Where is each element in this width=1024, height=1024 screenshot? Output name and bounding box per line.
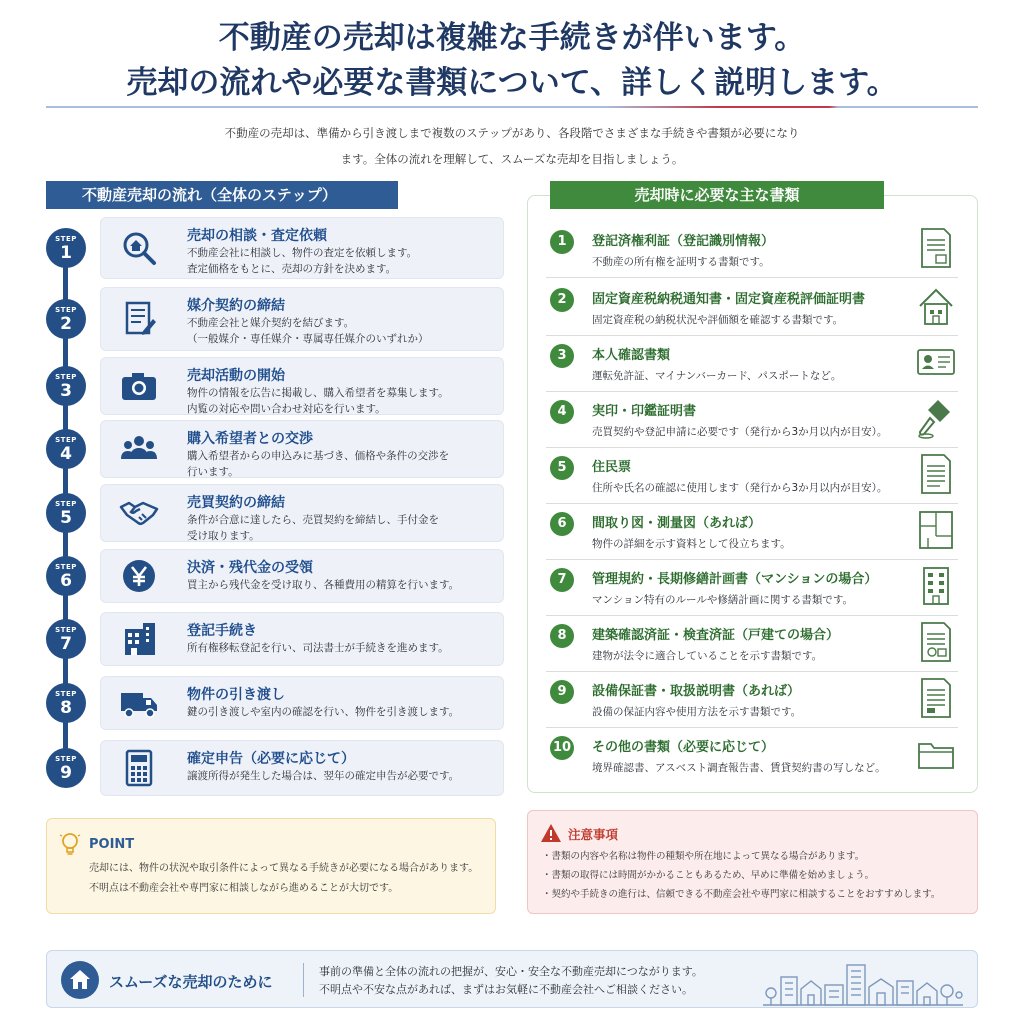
- footer-banner: [46, 950, 978, 1008]
- id-card-icon: [916, 340, 956, 384]
- document-number: 5: [550, 456, 574, 480]
- step-badge: [46, 299, 86, 339]
- document-title: 住民票: [592, 460, 632, 475]
- document-title: 固定資産税納税通知書・固定資産税評価証明書: [592, 292, 866, 307]
- step-description: 不動産会社に相談し、物件の査定を依頼します。 査定価格をもとに、売却の方針を決めます。: [187, 247, 418, 275]
- seal-stamp-icon: [916, 396, 956, 440]
- step-number: 9: [60, 763, 72, 783]
- step-title: 確定申告（必要に応じて）: [187, 751, 355, 767]
- step-badge: [46, 366, 86, 406]
- truck-icon: [119, 683, 159, 723]
- caution-list: [542, 847, 940, 904]
- step-title: 決済・残代金の受領: [187, 560, 313, 576]
- step-card: [100, 287, 504, 351]
- document-number: 3: [550, 344, 574, 368]
- step-title: 購入希望者との交渉: [187, 431, 313, 447]
- intro-text: [0, 120, 1024, 172]
- caution-box: [527, 810, 978, 914]
- title-divider: [46, 106, 978, 108]
- step-description: 購入希望者からの申込みに基づき、価格や条件の交渉を 行います。: [187, 450, 450, 478]
- document-title: 設備保証書・取扱説明書（あれば）: [592, 684, 801, 699]
- document-item: [546, 222, 958, 278]
- document-description: 固定資産税の納税状況や評価額を確認する書類です。: [592, 314, 844, 326]
- step-card: [100, 612, 504, 666]
- document-item: [546, 672, 958, 728]
- document-title: その他の書類（必要に応じて）: [592, 740, 775, 755]
- intro-line-1: 不動産の売却は、準備から引き渡しまで複数のステップがあり、各段階でさまざまな手続きや書類が必要になり: [224, 126, 800, 140]
- footer-line-1: 事前の準備と全体の流れの把握が、安心・安全な不動産売却につながります。: [319, 965, 703, 978]
- document-number: 2: [550, 288, 574, 312]
- document-description: 運転免許証、マイナンバーカード、パスポートなど。: [592, 370, 842, 382]
- point-text: [89, 859, 478, 899]
- step-word: STEP: [55, 626, 77, 634]
- step-number: 6: [60, 571, 72, 591]
- step-card: [100, 357, 504, 415]
- building-icon: [119, 619, 159, 659]
- people-icon: [119, 429, 159, 469]
- document-number: 6: [550, 512, 574, 536]
- step-badge: [46, 228, 86, 268]
- floor-plan-icon: [916, 508, 956, 552]
- document-title: 管理規約・長期修繕計画書（マンションの場合）: [592, 572, 878, 587]
- document-number: 9: [550, 680, 574, 704]
- document-number: 7: [550, 568, 574, 592]
- document-number: 4: [550, 400, 574, 424]
- step-badge: [46, 556, 86, 596]
- step-word: STEP: [55, 500, 77, 508]
- step-card: [100, 217, 504, 279]
- step-number: 8: [60, 698, 72, 718]
- document-description: 物件の詳細を示す資料として役立ちます。: [592, 538, 791, 550]
- step-description: 不動産会社と媒介契約を結びます。 （一般媒介・専任媒介・専属専任媒介のいずれか）: [187, 317, 429, 345]
- document-item: [546, 280, 958, 336]
- step-badge: [46, 683, 86, 723]
- step-title: 物件の引き渡し: [187, 687, 285, 703]
- warning-icon: [540, 823, 562, 843]
- document-number: 8: [550, 624, 574, 648]
- page-title: [0, 16, 1024, 106]
- step-description: 所有権移転登記を行い、司法書士が手続きを進めます。: [187, 642, 449, 654]
- title-line-1: 不動産の売却は複雑な手続きが伴います。: [218, 20, 806, 56]
- apartment-icon: [916, 564, 956, 608]
- yen-coin-icon: [119, 556, 159, 596]
- contract-icon: [119, 299, 159, 339]
- step-number: 5: [60, 508, 72, 528]
- caution-item: ・契約や手続きの進行は、信頼できる不動産会社や専門家に相談することをおすすめします。: [542, 889, 941, 900]
- documents-heading: 売却時に必要な主な書類: [550, 181, 884, 209]
- step-description: 鍵の引き渡しや室内の確認を行い、物件を引き渡します。: [187, 706, 460, 718]
- caution-item: ・書類の取得には時間がかかることもあるため、早めに準備を始めましょう。: [542, 870, 875, 881]
- point-line-2: 不明点は不動産会社や専門家に相談しながら進めることが大切です。: [89, 883, 399, 894]
- step-badge: [46, 429, 86, 469]
- document-item: [546, 336, 958, 392]
- step-title: 売却の相談・査定依頼: [187, 228, 327, 244]
- inspection-certificate-icon: [916, 620, 956, 664]
- step-description: 条件が合意に達したら、売買契約を締結し、手付金を 受け取ります。: [187, 514, 439, 542]
- step-number: 3: [60, 381, 72, 401]
- point-box: [46, 818, 496, 914]
- house-document-icon: [916, 284, 956, 328]
- caution-label: 注意事項: [568, 827, 619, 842]
- step-word: STEP: [55, 235, 77, 243]
- step-title: 売却活動の開始: [187, 368, 285, 384]
- step-description: 物件の情報を広告に掲載し、購入希望者を募集します。 内覧の対応や問い合わせ対応を行います。: [187, 387, 449, 415]
- title-line-2: 売却の流れや必要な書類について、詳しく説明します。: [126, 65, 898, 101]
- document-title: 登記済権利証（登記識別情報）: [592, 234, 775, 249]
- document-description: 売買契約や登記申請に必要です（発行から3か月以内が目安）。: [592, 426, 888, 438]
- document-item: [546, 728, 958, 784]
- point-line-1: 売却には、物件の状況や取引条件によって異なる手続きが必要になる場合があります。: [89, 863, 479, 874]
- document-item: [546, 504, 958, 560]
- step-word: STEP: [55, 436, 77, 444]
- step-title: 媒介契約の締結: [187, 298, 285, 314]
- step-title: 登記手続き: [187, 623, 257, 639]
- certificate-icon: [916, 226, 956, 270]
- footer-label: スムーズな売却のために: [109, 973, 273, 991]
- folder-icon: [916, 732, 956, 776]
- document-number: 1: [550, 230, 574, 254]
- document-description: 不動産の所有権を証明する書類です。: [592, 256, 770, 268]
- document-description: 建物が法令に適合していることを示す書類です。: [592, 650, 823, 662]
- document-description: マンション特有のルールや修繕計画に関する書類です。: [592, 594, 853, 606]
- document-item: [546, 560, 958, 616]
- cityscape-icon: [763, 957, 963, 1007]
- caution-item: ・書類の内容や名称は物件の種類や所在地によって異なる場合があります。: [542, 851, 865, 862]
- document-number: 10: [550, 736, 574, 760]
- step-number: 7: [60, 634, 72, 654]
- document-title: 建築確認済証・検査済証（戸建ての場合）: [592, 628, 840, 643]
- document-item: [546, 448, 958, 504]
- document-description: 住所や氏名の確認に使用します（発行から3か月以内が目安）。: [592, 482, 888, 494]
- step-title: 売買契約の締結: [187, 495, 285, 511]
- step-badge: [46, 748, 86, 788]
- footer-divider: [303, 963, 304, 997]
- step-card: [100, 420, 504, 478]
- step-number: 4: [60, 444, 72, 464]
- step-word: STEP: [55, 690, 77, 698]
- search-house-icon: [119, 228, 159, 268]
- document-title: 実印・印鑑証明書: [592, 404, 697, 419]
- step-badge: [46, 619, 86, 659]
- footer-text: [319, 963, 703, 999]
- footer-line-2: 不明点や不安な点があれば、まずはお気軽に不動産会社へご相談ください。: [319, 983, 693, 996]
- calculator-icon: [119, 748, 159, 788]
- step-card: [100, 676, 504, 730]
- manual-icon: [916, 676, 956, 720]
- step-word: STEP: [55, 373, 77, 381]
- step-description: 譲渡所得が発生した場合は、翌年の確定申告が必要です。: [187, 770, 460, 782]
- lightbulb-icon: [59, 831, 81, 857]
- step-word: STEP: [55, 755, 77, 763]
- step-number: 1: [60, 243, 72, 263]
- document-description: 境界確認書、アスベスト調査報告書、賃貸契約書の写しなど。: [592, 762, 886, 774]
- document-title: 本人確認書類: [592, 348, 671, 363]
- document-description: 設備の保証内容や使用方法を示す書類です。: [592, 706, 802, 718]
- step-description: 買主から残代金を受け取り、各種費用の精算を行います。: [187, 579, 460, 591]
- document-item: [546, 616, 958, 672]
- resident-record-icon: [916, 452, 956, 496]
- step-card: [100, 549, 504, 603]
- handshake-icon: [119, 493, 159, 533]
- step-word: STEP: [55, 306, 77, 314]
- document-item: [546, 392, 958, 448]
- point-label: POINT: [89, 837, 135, 852]
- home-icon: [61, 961, 99, 999]
- step-word: STEP: [55, 563, 77, 571]
- camera-icon: [119, 366, 159, 406]
- steps-heading: 不動産売却の流れ（全体のステップ）: [46, 181, 398, 209]
- intro-line-2: ます。全体の流れを理解して、スムーズな売却を目指しましょう。: [340, 152, 684, 166]
- step-card: [100, 740, 504, 796]
- step-number: 2: [60, 314, 72, 334]
- step-card: [100, 484, 504, 542]
- step-badge: [46, 493, 86, 533]
- document-title: 間取り図・測量図（あれば）: [592, 516, 762, 531]
